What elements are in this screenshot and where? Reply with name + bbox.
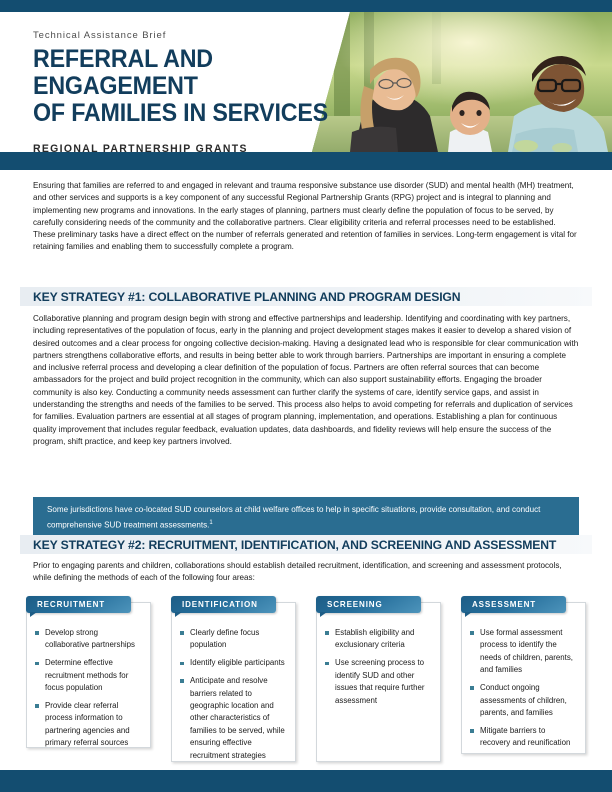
strategy-1-paragraph: Collaborative planning and program design begin with strong and effective partnerships and leadership. Identifying and coordinating with key partners, including representatives of the population of focus, early in the planning and project development stages makes it easier to develop a shared vision of desired outcomes and a clear process for ongoing collective decision-making. Having a designated lead who is responsible for clear communication with partners strengthens collaborative efforts, and results in being better able to work through barriers. Partnerships are important in ensuring a complete and inclusive referral process and developing a clear definition of the population of focus. Partners are often referral sources that can become ambassadors for the project and build project recognition in the community, which can also support sustainability efforts. Engaging the broader community is also key. Conducting a community needs assessment can further clarify the systems of care, identify service gaps, and assist in understanding the strengths and needs of the families to be served. This process also helps to avoid competing for referrals and duplication of services for families. Evaluation partners are essential at all stages of program planning, implementation, and operations. Establishing a plan for continuous quality improvement that includes regular feedback, evaluation updates, data dashboards, and fidelity reviews will help ensure the success of the program, shift practice, and keep key partners involved. xyxy=(33,314,579,446)
bottom-navy-rule xyxy=(0,770,612,792)
list-item: Identify eligible participants xyxy=(180,657,287,669)
list-item: Anticipate and resolve barriers related to geographic location and other characteristics of families to be served, while ensuring effective recruitment strategies xyxy=(180,675,287,762)
list-item: Mitigate barriers to recovery and reunification xyxy=(470,725,577,750)
list-item: Develop strong collaborative partnerships xyxy=(35,627,142,652)
masthead-bottom-rule xyxy=(0,152,612,170)
card-identification xyxy=(171,602,296,762)
card-recruitment-list xyxy=(27,603,150,763)
card-identification-list xyxy=(172,603,295,776)
callout-box xyxy=(33,497,579,540)
tab-assessment xyxy=(461,596,566,613)
four-area-card-group xyxy=(26,596,588,762)
tab-screening-label: SCREENING xyxy=(327,599,383,609)
tab-identification-label: IDENTIFICATION xyxy=(182,599,258,609)
strategy-2-paragraph: Prior to engaging parents and children, collaborations should establish detailed recruitment, identification, and screening and assessment protocols, while defining the methods of each of the following four areas: xyxy=(33,561,562,583)
page-title-line-2: OF FAMILIES IN SERVICES xyxy=(33,99,329,127)
list-item: Establish eligibility and exclusionary criteria xyxy=(325,627,432,652)
strategy-1-heading-band xyxy=(20,287,592,306)
list-item: Clearly define focus population xyxy=(180,627,287,652)
strategy-2-section xyxy=(33,560,579,585)
masthead xyxy=(0,12,612,152)
tab-recruitment-label: RECRUITMENT xyxy=(37,599,106,609)
tab-recruitment xyxy=(26,596,131,613)
program-subtitle: REGIONAL PARTNERSHIP GRANTS xyxy=(33,143,248,152)
tab-identification xyxy=(171,596,276,613)
strategy-1-heading: KEY STRATEGY #1: COLLABORATIVE PLANNING AND PROGRAM DESIGN xyxy=(33,290,461,304)
strategy-2-heading: KEY STRATEGY #2: RECRUITMENT, IDENTIFICATION, AND SCREENING AND ASSESSMENT xyxy=(33,538,557,552)
page-title xyxy=(33,46,340,127)
tab-screening xyxy=(316,596,421,613)
card-recruitment xyxy=(26,602,151,748)
page-title-line-1: REFERRAL AND ENGAGEMENT xyxy=(33,45,213,100)
strategy-1-section xyxy=(33,313,579,448)
kicker-label: Technical Assistance Brief xyxy=(33,30,167,41)
masthead-text-block xyxy=(33,30,363,152)
callout-body: Some jurisdictions have co-located SUD counselors at child welfare offices to help in specific situations, provide consultation, and conduct comprehensive SUD treatment assessments. xyxy=(47,505,541,530)
photo-baby xyxy=(448,92,492,152)
card-screening xyxy=(316,602,441,762)
callout-footnote-marker: 1 xyxy=(209,519,213,526)
card-assessment-list xyxy=(462,603,585,763)
top-navy-rule xyxy=(0,0,612,12)
list-item: Provide clear referral process information to partnering agencies and primary referral sources xyxy=(35,700,142,750)
list-item: Conduct ongoing assessments of children, parents, and families xyxy=(470,682,577,719)
intro-paragraph: Ensuring that families are referred to and engaged in relevant and trauma responsive substance use disorder (SUD) and mental health (MH) treatment, and other services and supports is a key component of any successful Regional Partnership Grants (RPG) project and is integral to planning and implementing new programs and innovations. In the early stages of planning, partners must clearly define the population of focus to be served, by carefully considering needs of the community and the collaborative partners. Clear eligibility criteria and referral processes need to be established. These preliminary tasks have a direct effect on the number of referrals generated and retention of families in services. Long-term engagement is vital for retaining families and enabling them to successfully complete a program. xyxy=(33,181,577,252)
card-assessment xyxy=(461,602,586,754)
callout-text xyxy=(47,504,567,532)
tab-assessment-label: ASSESSMENT xyxy=(472,599,537,609)
list-item: Use screening process to identify SUD and other issues that require further assessment xyxy=(325,657,432,707)
list-item: Determine effective recruitment methods for focus population xyxy=(35,657,142,694)
intro-section xyxy=(33,180,579,254)
list-item: Use formal assessment process to identify the needs of children, parents, and families xyxy=(470,627,577,677)
strategy-2-heading-band xyxy=(20,535,592,554)
card-screening-list xyxy=(317,603,440,720)
